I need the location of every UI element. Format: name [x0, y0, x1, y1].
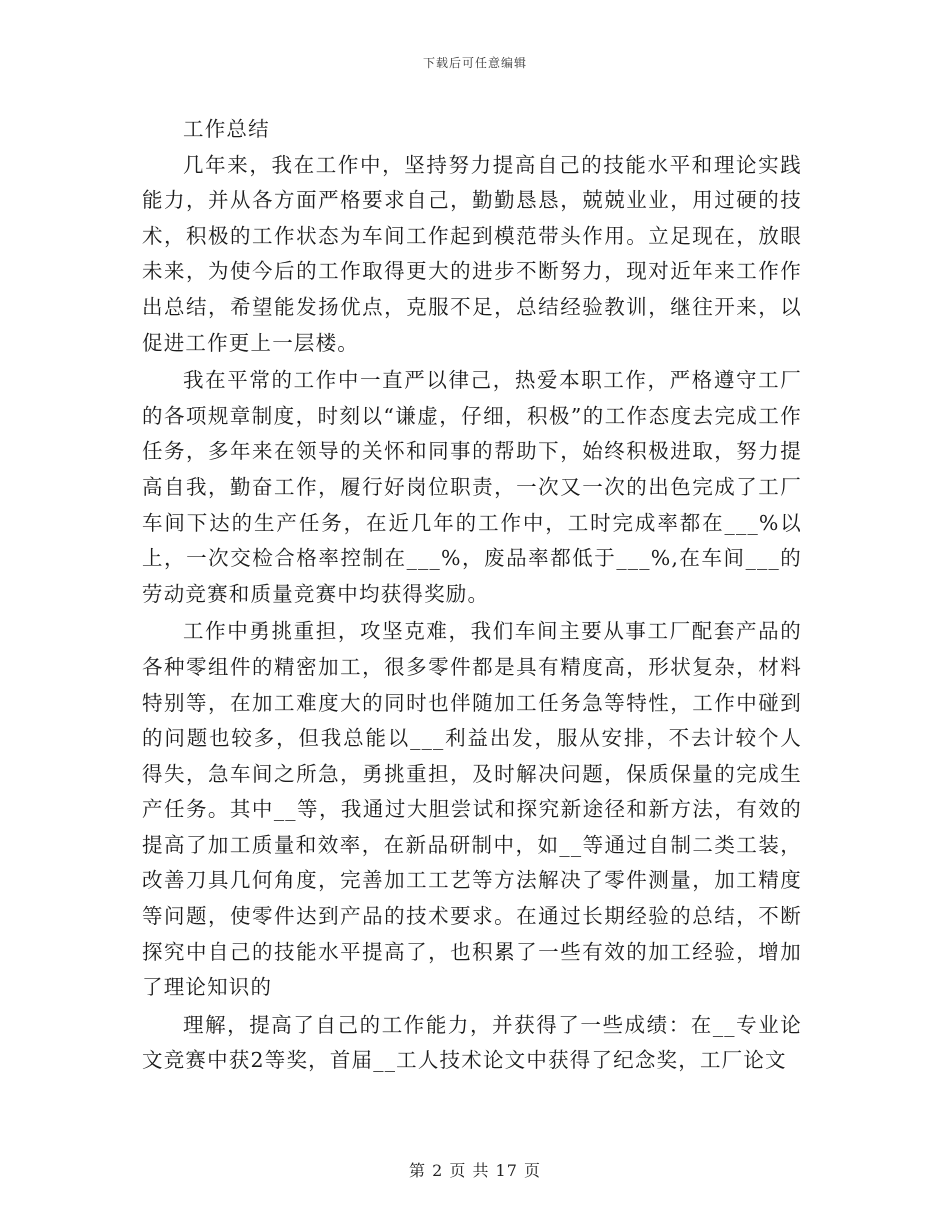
document-body — [142, 112, 802, 1081]
document-title: 工作总结 — [183, 117, 270, 141]
paragraph-1: 几年来，我在工作中，坚持努力提高自己的技能水平和理论实践能力，并从各方面严格要求自己，勤勤恳恳，兢兢业业，用过硬的技术，积极的工作状态为车间工作起到模范带头作用。立足现在，放眼未来，为使今后的工作取得更大的进步不断努力，现对近年来工作作出总结，希望能发扬优点，克服不足，总结经验教训，继往开来，以促进工作更上一层楼。 — [142, 152, 802, 355]
page-number-footer: 第 2 页 共 17 页 — [409, 1161, 541, 1180]
paragraph-3: 工作中勇挑重担，攻坚克难，我们车间主要从事工厂配套产品的各种零组件的精密加工，很多零件都是具有精度高，形状复杂，材料特别等，在加工难度大的同时也伴随加工任务急等特性，工作中碰到的问题也较多，但我总能以___利益出发，服从安排，不去计较个人得失，急车间之所急，勇挑重担，及时解决问题，保质保量的完成生产任务。其中__等，我通过大胆尝试和探究新途径和新方法，有效的提高了加工质量和效率，在新品研制中，如__等通过自制二类工装，改善刀具几何角度，完善加工工艺等方法解决了零件测量，加工精度等问题，使零件达到产品的技术要求。在通过长期经验的总结，不断探究中自己的技能水平提高了，也积累了一些有效的加工经验，增加了理论知识的 — [142, 619, 802, 1000]
paragraph-4: 理解，提高了自己的工作能力，并获得了一些成绩：在__专业论文竞赛中获2等奖，首届__工人技术论文中获得了纪念奖，工厂论文 — [142, 1012, 802, 1073]
paragraph-2: 我在平常的工作中一直严以律己，热爱本职工作，严格遵守工厂的各项规章制度，时刻以“谦虚，仔细，积极”的工作态度去完成工作任务，多年来在领导的关怀和同事的帮助下，始终积极进取，努力提高自我，勤奋工作，履行好岗位职责，一次又一次的出色完成了工厂车间下达的生产任务，在近几年的工作中，工时完成率都在___%以上，一次交检合格率控制在___%，废品率都低于___%,在车间___的劳动竞赛和质量竞赛中均获得奖励。 — [142, 368, 802, 606]
page-header: 下载后可任意编辑 — [422, 56, 527, 70]
